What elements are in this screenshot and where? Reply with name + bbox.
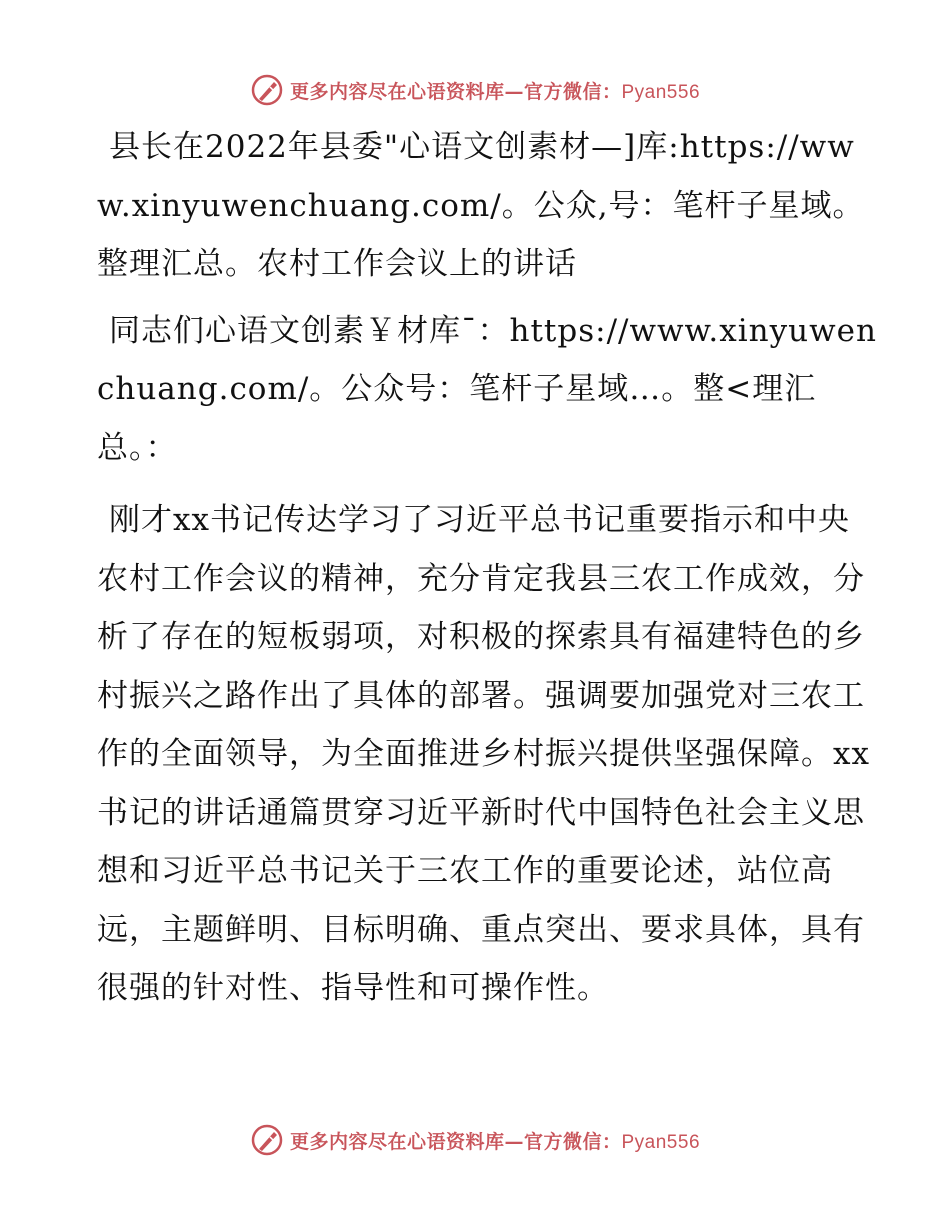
document-body [97, 118, 877, 1026]
body-paragraph: 刚才xx书记传达学习了习近平总书记重要指示和中央农村工作会议的精神，充分肯定我县三农工作成效，分析了存在的短板弱项，对积极的探索具有福建特色的乡村振兴之路作出了具体的部署。强调要加强党对三农工作的全面领导，为全面推进乡村振兴提供坚强保障。xx书记的讲话通篇贯穿习近平新时代中国特色社会主义思想和习近平总书记关于三农工作的重要论述，站位高远，主题鲜明、目标明确、重点突出、要求具体，具有很强的针对性、指导性和可操作性。 [97, 502, 870, 1006]
footer-banner-text: 更多内容尽在心语资料库—官方微信：Pyan556 [289, 1130, 701, 1153]
header-wechat-id: Pyan556 [621, 81, 701, 103]
footer-banner [0, 1120, 950, 1160]
footer-wechat-id: Pyan556 [621, 1131, 701, 1153]
header-banner-text: 更多内容尽在心语资料库—官方微信：Pyan556 [289, 80, 701, 103]
header-banner [0, 70, 950, 110]
quill-pen-logo-icon [250, 73, 284, 107]
quill-pen-logo-icon [250, 1123, 284, 1157]
title-paragraph: 县长在2022年县委"心语文创素材—]库:https://www.xinyuwenchuang.com/。公众,号：笔杆子星域。整理汇总。农村工作会议上的讲话 [97, 129, 865, 282]
salutation-paragraph: 同志们心语文创素￥材库¯：https://www.xinyuwenchuang.com/。公众号：笔杆子星域…。整<理汇总。： [97, 312, 877, 466]
